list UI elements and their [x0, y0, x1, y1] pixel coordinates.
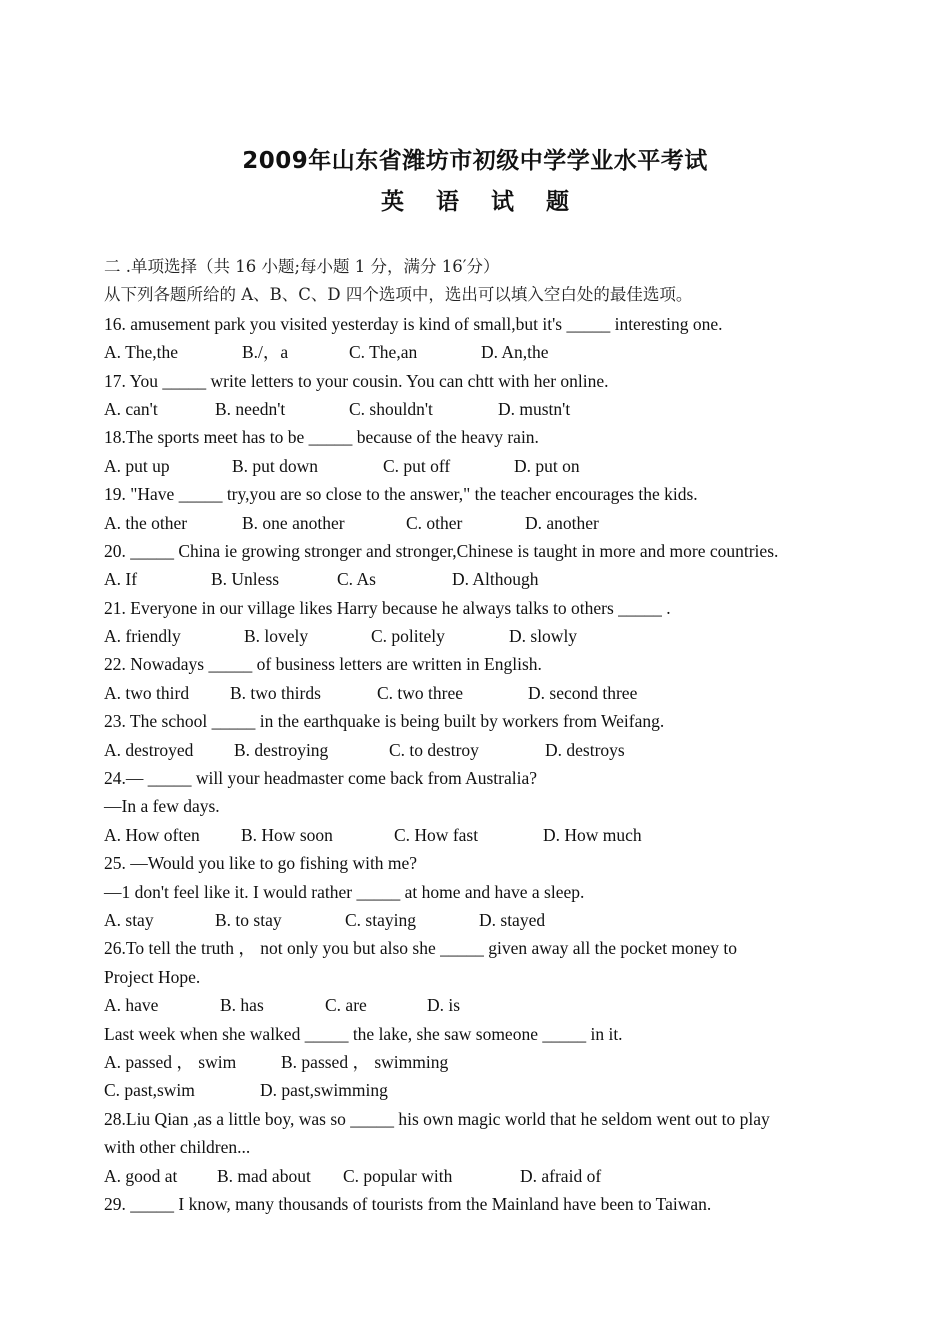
question-24-reply: —In a few days.	[104, 796, 220, 817]
option-d: D. another	[525, 512, 599, 533]
question-24: 24.— _____ will your headmaster come back from Australia?	[104, 768, 538, 789]
option-c: C. staying	[345, 909, 416, 930]
option-a: A. passed ， swim	[104, 1051, 237, 1072]
option-c: C. shouldn't	[349, 398, 433, 419]
question-list	[104, 253, 864, 1218]
question-22: 22. Nowadays _____ of business letters are written in English.	[104, 654, 542, 675]
option-d: D. How much	[543, 824, 642, 845]
option-b: B. Unless	[211, 569, 280, 590]
option-c: C. politely	[371, 626, 445, 647]
option-d: D. destroys	[545, 739, 625, 760]
option-c: C. other	[406, 512, 463, 533]
option-b: B./，a	[242, 342, 289, 363]
option-b: B. needn't	[215, 398, 286, 419]
option-a: A. can't	[104, 398, 158, 419]
options-23	[104, 736, 864, 764]
option-a: A. put up	[104, 455, 170, 476]
option-d: D. is	[427, 995, 461, 1016]
option-c: C. to destroy	[389, 739, 479, 760]
option-b: B. passed ， swimming	[281, 1051, 449, 1072]
options-16	[104, 338, 864, 366]
option-d: D. put on	[514, 455, 580, 476]
options-19	[104, 509, 864, 537]
option-b: B. How soon	[241, 824, 333, 845]
option-d: D. mustn't	[498, 398, 571, 419]
option-d: D. slowly	[509, 626, 578, 647]
question-23: 23. The school _____ in the earthquake is being built by workers from Weifang.	[104, 711, 665, 732]
options-24	[104, 821, 864, 849]
option-b: B. one another	[242, 512, 345, 533]
option-c: C. As	[337, 569, 376, 590]
question-26-cont: Project Hope.	[104, 966, 201, 987]
option-d: D. An,the	[481, 342, 549, 363]
question-28-cont: with other children...	[104, 1137, 251, 1158]
option-a: A. stay	[104, 909, 154, 930]
question-29: 29. _____ I know, many thousands of tourists from the Mainland have been to Taiwan.	[104, 1193, 712, 1214]
option-c: C. past,swim	[104, 1080, 195, 1101]
option-b: B. destroying	[234, 739, 329, 760]
option-a: A. good at	[104, 1165, 178, 1186]
option-c: C. two three	[377, 682, 464, 703]
option-a: A. have	[104, 995, 159, 1016]
option-d: D. Although	[452, 569, 539, 590]
options-28	[104, 1162, 864, 1190]
option-b: B. to stay	[215, 909, 282, 930]
option-a: A. How often	[104, 824, 200, 845]
section-instruction: 从下列各题所给的 A、B、C、D 四个选项中，选出可以填入空白处的最佳选项。	[104, 285, 693, 305]
options-25	[104, 906, 864, 934]
option-b: B. two thirds	[230, 682, 321, 703]
options-21	[104, 622, 864, 650]
question-26: 26.To tell the truth ， not only you but also she _____ given away all the pocket money to	[104, 938, 738, 959]
options-27-ab	[104, 1048, 864, 1076]
option-b: B. mad about	[217, 1165, 311, 1186]
options-20	[104, 565, 864, 593]
exam-subtitle: 英 语 试 题	[380, 189, 582, 215]
question-28: 28.Liu Qian ,as a little boy, was so _____ his own magic world that he seldom went out to play	[104, 1108, 770, 1129]
option-d: D. stayed	[479, 909, 546, 930]
question-21: 21. Everyone in our village likes Harry because he always talks to others _____ .	[104, 597, 671, 618]
question-27: Last week when she walked _____ the lake, she saw someone _____ in it.	[104, 1023, 623, 1044]
option-d: D. afraid of	[520, 1165, 602, 1186]
option-c: C. The,an	[349, 342, 418, 363]
question-20: 20. _____ China ie growing stronger and stronger,Chinese is taught in more and more countries.	[104, 540, 779, 561]
option-b: B. has	[220, 995, 264, 1016]
option-d: D. second three	[528, 682, 638, 703]
exam-title: 2009年山东省潍坊市初级中学学业水平考试	[242, 148, 708, 174]
options-27-cd	[104, 1076, 864, 1104]
question-17: 17. You _____ write letters to your cousin. You can chtt with her online.	[104, 370, 609, 391]
option-a: A. destroyed	[104, 739, 194, 760]
question-19: 19. "Have _____ try,you are so close to the answer," the teacher encourages the kids.	[104, 484, 698, 505]
options-22	[104, 679, 864, 707]
option-c: C. are	[325, 995, 367, 1016]
options-26	[104, 991, 864, 1019]
option-c: C. put off	[383, 455, 451, 476]
question-18: 18.The sports meet has to be _____ because of the heavy rain.	[104, 427, 539, 448]
options-17	[104, 395, 864, 423]
option-d: D. past,swimming	[260, 1080, 388, 1101]
question-25: 25. —Would you like to go fishing with me?	[104, 853, 418, 874]
option-b: B. lovely	[244, 626, 309, 647]
question-25-reply: —1 don't feel like it. I would rather _____ at home and have a sleep.	[104, 881, 585, 902]
option-c: C. popular with	[343, 1165, 453, 1186]
option-a: A. two third	[104, 682, 190, 703]
section-heading: 二 .单项选择（共 16 小题;每小题 1 分，满分 16′分）	[104, 257, 500, 276]
question-16: 16. amusement park you visited yesterday is kind of small,but it's _____ interesting one.	[104, 313, 723, 334]
option-a: A. the other	[104, 512, 188, 533]
option-b: B. put down	[232, 455, 319, 476]
options-18	[104, 452, 864, 480]
option-a: A. If	[104, 569, 138, 590]
option-c: C. How fast	[394, 824, 479, 845]
option-a: A. friendly	[104, 626, 181, 647]
option-a: A. The,the	[104, 342, 179, 363]
